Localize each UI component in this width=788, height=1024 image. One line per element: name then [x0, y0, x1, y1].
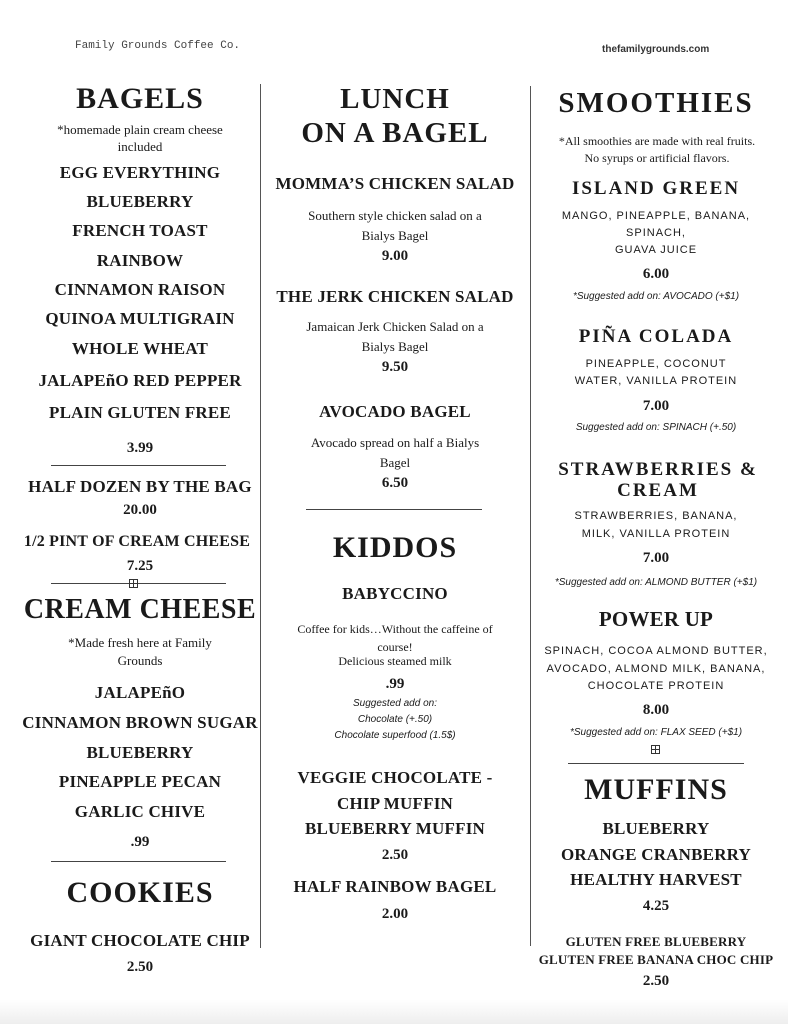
smoothie-ingredients: SPINACH, [626, 227, 686, 239]
bagels-price: 3.99 [126, 440, 154, 456]
half-rainbow-bagel: HALF RAINBOW BAGEL [293, 877, 497, 896]
half-rainbow-price: 2.00 [381, 906, 409, 922]
cream-cheese-price: .99 [130, 834, 150, 850]
smoothie-addon: Suggested add on: SPINACH (+.50) [575, 422, 737, 433]
bagel-item: BLUEBERRY [86, 192, 194, 211]
smoothie-name: POWER UP [598, 607, 714, 631]
lunch-item-desc: Southern style chicken salad on a Bialys Bagel [308, 208, 482, 243]
bagels-note: *homemade plain cream cheese included [57, 122, 223, 154]
smoothie-ingredients: PINEAPPLE, COCONUT [585, 358, 727, 370]
muffins-price: 4.25 [642, 898, 670, 914]
bagel-item: CINNAMON RAISON [54, 280, 226, 299]
bagel-item: RAINBOW [96, 251, 184, 270]
smoothie-ingredients: MILK, VANILLA PROTEIN [581, 528, 731, 540]
lunch-item-price: 9.50 [381, 359, 409, 375]
page-bottom-shadow [0, 1000, 788, 1024]
cream-cheese-item: JALAPEñO [94, 683, 186, 702]
babyccino-price: .99 [385, 676, 405, 692]
smoothies-note: *All smoothies are made with real fruits. No syrups or artificial flavors. [558, 134, 756, 165]
smoothie-ingredients: SPINACH, COCOA ALMOND BUTTER, [544, 645, 768, 657]
column-divider-left [260, 84, 261, 948]
babyccino-addon: Chocolate superfood (1.5$) [334, 730, 456, 741]
half-dozen: HALF DOZEN BY THE BAG [28, 477, 252, 496]
smoothie-price: 8.00 [642, 702, 670, 718]
lunch-item-name: MOMMA’S CHICKEN SALAD [275, 174, 515, 193]
babyccino-desc2: Delicious steamed milk [338, 654, 452, 668]
smoothie-ingredients: GUAVA JUICE [614, 244, 698, 256]
lunch-item-name: THE JERK CHICKEN SALAD [276, 287, 514, 306]
muffin-item: BLUEBERRY [602, 819, 710, 838]
smoothie-price: 6.00 [642, 266, 670, 282]
kiddos-muffin: BLUEBERRY MUFFIN [304, 819, 485, 838]
babyccino-addon-label: Suggested add on: [353, 698, 437, 709]
divider [51, 861, 226, 862]
lunch-item-name: AVOCADO BAGEL [319, 402, 471, 421]
smoothie-ingredients: STRAWBERRIES, BANANA, [574, 510, 738, 522]
smoothie-addon: *Suggested add on: FLAX SEED (+$1) [569, 727, 743, 738]
smoothie-name: STRAWBERRIES & CREAM [558, 459, 758, 501]
kiddos-title: KIDDOS [332, 531, 458, 564]
gluten-free-muffin: GLUTEN FREE BANANA CHOC CHIP [538, 952, 774, 967]
lunch-item-desc: Jamaican Jerk Chicken Salad on a Bialys Bagel [306, 319, 484, 354]
bagel-item: PLAIN GLUTEN FREE [49, 403, 231, 422]
website-link[interactable]: thefamilygrounds.com [602, 44, 710, 55]
pint-cream-cheese: 1/2 PINT OF CREAM CHEESE [23, 533, 251, 550]
babyccino: BABYCCINO [342, 584, 448, 603]
bagel-item: QUINOA MULTIGRAIN [45, 309, 235, 328]
lunch-title-line1: LUNCH [340, 83, 450, 115]
half-dozen-price: 20.00 [123, 502, 157, 518]
smoothies-title: SMOOTHIES [558, 87, 754, 119]
bagel-item: JALAPEñO RED PEPPER [38, 371, 242, 390]
kiddos-muffin: VEGGIE CHOCOLATE - [297, 768, 493, 787]
muffins-title: MUFFINS [584, 773, 728, 806]
lunch-title-line2: ON A BAGEL [301, 117, 489, 149]
kiddos-muffin-price: 2.50 [381, 847, 409, 863]
smoothie-ingredients: CHOCOLATE PROTEIN [587, 680, 725, 692]
bagel-item: WHOLE WHEAT [71, 339, 209, 358]
muffin-item: ORANGE CRANBERRY [560, 845, 752, 864]
bagel-item: EGG EVERYTHING [59, 163, 221, 182]
cream-cheese-item: CINNAMON BROWN SUGAR [22, 713, 258, 732]
pint-price: 7.25 [126, 558, 154, 574]
bagel-item: FRENCH TOAST [72, 221, 208, 240]
divider [51, 583, 226, 584]
expand-icon[interactable] [129, 579, 138, 588]
cookies-title: COOKIES [66, 876, 214, 909]
kiddos-muffin: CHIP MUFFIN [337, 794, 453, 813]
column-divider-right [530, 86, 531, 946]
smoothie-addon: *Suggested add on: ALMOND BUTTER (+$1) [554, 577, 758, 588]
brand-name: Family Grounds Coffee Co. [75, 40, 241, 52]
gluten-free-price: 2.50 [642, 973, 670, 989]
cream-cheese-item: BLUEBERRY [86, 743, 194, 762]
smoothie-ingredients: MANGO, PINEAPPLE, BANANA, [561, 210, 751, 222]
cream-cheese-item: GARLIC CHIVE [74, 802, 206, 821]
babyccino-addon: Chocolate (+.50) [357, 714, 433, 725]
smoothie-ingredients: AVOCADO, ALMOND MILK, BANANA, [546, 663, 766, 675]
expand-icon[interactable] [651, 745, 660, 754]
cream-cheese-note: *Made fresh here at Family Grounds [68, 635, 212, 668]
smoothie-name: ISLAND GREEN [571, 178, 741, 199]
muffin-item: HEALTHY HARVEST [570, 870, 742, 889]
cookie-price: 2.50 [126, 959, 154, 975]
divider [306, 509, 482, 510]
lunch-item-price: 6.50 [381, 475, 409, 491]
cookie-item: GIANT CHOCOLATE CHIP [30, 931, 250, 950]
gluten-free-muffin: GLUTEN FREE BLUEBERRY [565, 934, 747, 949]
bagels-title: BAGELS [76, 82, 204, 115]
smoothie-price: 7.00 [642, 398, 670, 414]
lunch-item-desc: Avocado spread on half a Bialys Bagel [310, 435, 480, 470]
smoothie-name: PIÑA COLADA [578, 326, 734, 347]
divider [568, 763, 744, 764]
smoothie-addon: *Suggested add on: AVOCADO (+$1) [572, 291, 740, 302]
divider [51, 465, 226, 466]
babyccino-desc: Coffee for kids…Without the caffeine of course! [297, 622, 493, 654]
smoothie-price: 7.00 [642, 550, 670, 566]
smoothie-ingredients: WATER, VANILLA PROTEIN [574, 375, 738, 387]
cream-cheese-title: CREAM CHEESE [23, 594, 257, 625]
lunch-item-price: 9.00 [381, 248, 409, 264]
cream-cheese-item: PINEAPPLE PECAN [58, 772, 222, 791]
